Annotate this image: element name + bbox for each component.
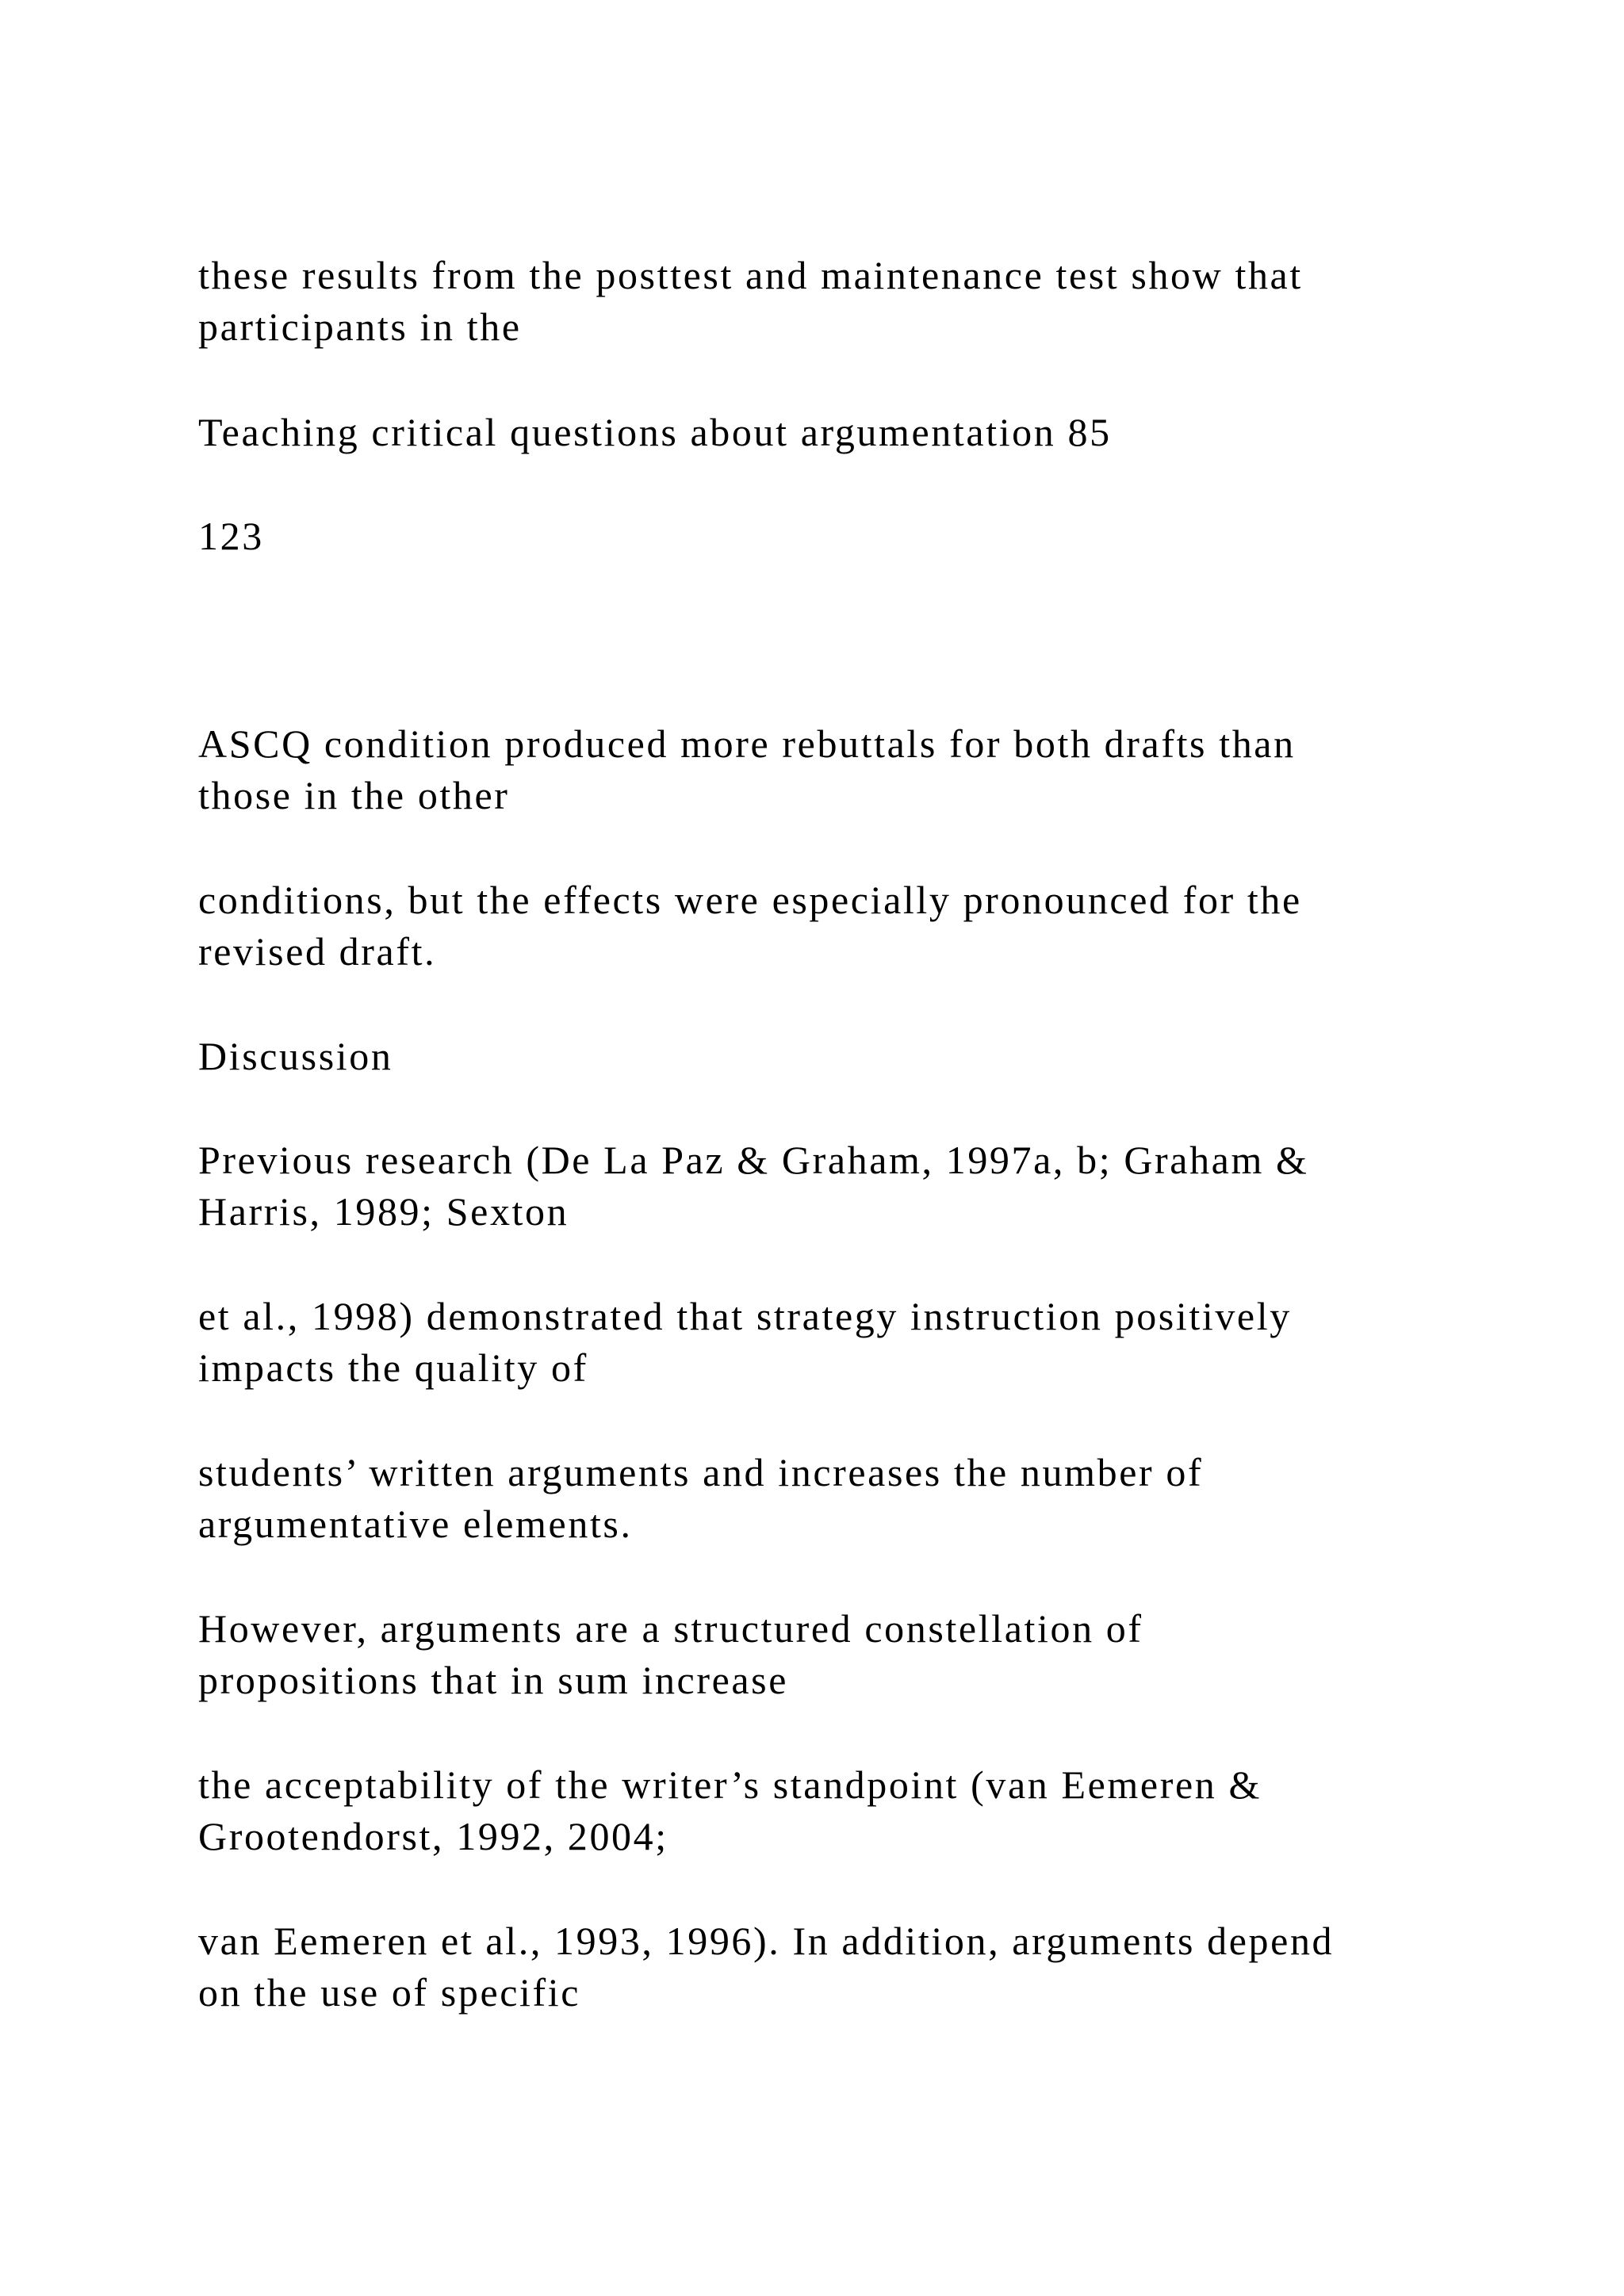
paragraph-acceptability: the acceptability of the writer’s standpoint (van Eemeren & Grootendorst, 1992, 2004;	[198, 1762, 1262, 1858]
paragraph-ascq: ASCQ condition produced more rebuttals for both drafts than those in the other	[198, 721, 1296, 817]
section-heading-discussion: Discussion	[198, 1034, 393, 1078]
paragraph-van-eemeren: van Eemeren et al., 1993, 1996). In addition, arguments depend on the use of specific	[198, 1919, 1335, 2015]
journal-number: 123	[198, 514, 264, 558]
paragraph-conditions: conditions, but the effects were especially pronounced for the revised draft.	[198, 878, 1302, 974]
paragraph-previous-research: Previous research (De La Paz & Graham, 1997a, b; Graham & Harris, 1989; Sexton	[198, 1138, 1309, 1234]
paragraph-students-arguments: students’ written arguments and increases the number of argumentative elements.	[198, 1450, 1204, 1546]
paragraph-however: However, arguments are a structured constellation of propositions that in sum increase	[198, 1606, 1143, 1702]
running-header: Teaching critical questions about argumentation 85	[198, 410, 1112, 454]
paragraph-intro: these results from the posttest and maintenance test show that participants in the	[198, 253, 1303, 349]
paragraph-strategy-instruction: et al., 1998) demonstrated that strategy instruction positively impacts the quality of	[198, 1294, 1292, 1390]
